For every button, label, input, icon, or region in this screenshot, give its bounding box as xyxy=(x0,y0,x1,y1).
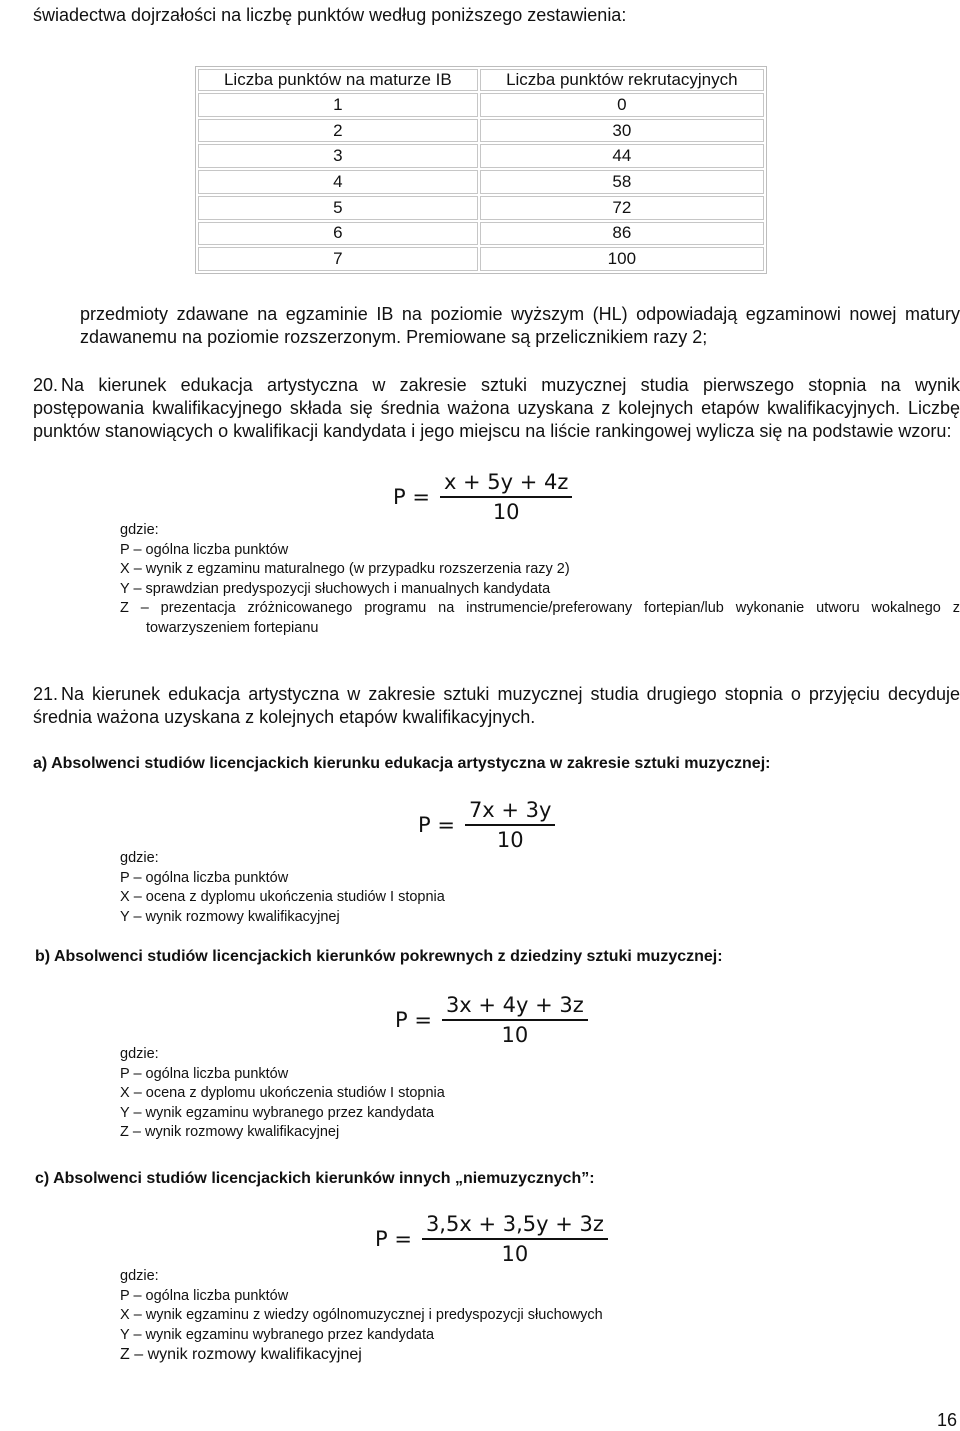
table-header-row xyxy=(198,69,764,91)
table-row xyxy=(198,119,764,143)
formula-fraction xyxy=(440,470,573,524)
legend-item: P – ogólna liczba punktów xyxy=(120,1065,289,1082)
formula-c xyxy=(375,1212,608,1266)
formula-fraction xyxy=(422,1212,608,1266)
table-cell: 86 xyxy=(480,222,764,246)
formula-numerator: 3x + 4y + 3z xyxy=(442,993,588,1021)
formula-denominator: 10 xyxy=(501,1242,529,1266)
formula-lhs: P = xyxy=(375,1227,412,1251)
hl-note: przedmioty zdawane na egzaminie IB na poziomie wyższym (HL) odpowiadają egzaminowi nowej matury zdawanemu na poziomie rozszerzonym. Premiowane są przelicznikiem razy 2; xyxy=(80,304,960,347)
formula-20 xyxy=(393,470,572,524)
table-cell: 0 xyxy=(480,93,764,117)
table-cell: 7 xyxy=(198,247,478,271)
item-20-text: Na kierunek edukacja artystyczna w zakresie sztuki muzycznej studia pierwszego stopnia na wynik postępowania kwalifikacyjnego składa się średnia ważona uzyskana z kolejnych etapów kwalifikacyjnych. Liczbę punktów stanowiących o kwalifikacji kandydata i jego miejscu na liście rankingowej wylicza się na podstawie wzoru: xyxy=(33,375,960,441)
item-21-text: Na kierunek edukacja artystyczna w zakresie sztuki muzycznej studia drugiego stopnia o przyjęciu decyduje średnia ważona uzyskana z kolejnych etapów kwalifikacyjnych. xyxy=(33,684,960,727)
formula-lhs: P = xyxy=(418,813,455,837)
table-cell: 3 xyxy=(198,144,478,168)
formula-denominator: 10 xyxy=(501,1023,529,1047)
table-row xyxy=(198,170,764,194)
legend-item: Y – wynik egzaminu wybranego przez kandydata xyxy=(120,1326,435,1343)
legend-item: Y – wynik egzaminu wybranego przez kandydata xyxy=(120,1104,435,1121)
legend-item: P – ogólna liczba punktów xyxy=(120,541,289,558)
item-21-number: 21. xyxy=(33,684,59,704)
section-a-heading: a) Absolwenci studiów licencjackich kierunku edukacja artystyczna w zakresie sztuki muzycznej: xyxy=(33,755,771,772)
table-cell: 4 xyxy=(198,170,478,194)
gdzie-label: gdzie: xyxy=(120,1268,159,1284)
formula-numerator: 3,5x + 3,5y + 3z xyxy=(422,1212,608,1240)
table-cell: 2 xyxy=(198,119,478,143)
gdzie-label: gdzie: xyxy=(120,1046,159,1062)
ib-points-table xyxy=(195,66,767,274)
intro-line: świadectwa dojrzałości na liczbę punktów według poniższego zestawienia: xyxy=(33,5,627,25)
formula-b xyxy=(395,993,588,1047)
table-header-ib: Liczba punktów na maturze IB xyxy=(198,69,478,91)
legend-item: P – ogólna liczba punktów xyxy=(120,1287,289,1304)
legend-item: Z – wynik rozmowy kwalifikacyjnej xyxy=(120,1346,362,1363)
table-cell: 58 xyxy=(480,170,764,194)
table-row xyxy=(198,222,764,246)
formula-fraction xyxy=(465,798,556,852)
table-header-recruitment: Liczba punktów rekrutacyjnych xyxy=(480,69,764,91)
formula-numerator: 7x + 3y xyxy=(465,798,556,826)
formula-a xyxy=(418,798,555,852)
formula-fraction xyxy=(442,993,588,1047)
legend-c xyxy=(120,1267,940,1365)
legend-item: Z – wynik rozmowy kwalifikacyjnej xyxy=(120,1124,340,1140)
table-row xyxy=(198,247,764,271)
legend-b xyxy=(120,1045,940,1143)
table-cell: 30 xyxy=(480,119,764,143)
table-cell: 6 xyxy=(198,222,478,246)
table-row xyxy=(198,144,764,168)
gdzie-label: gdzie: xyxy=(120,850,159,866)
formula-numerator: x + 5y + 4z xyxy=(440,470,573,498)
formula-denominator: 10 xyxy=(492,500,520,524)
formula-lhs: P = xyxy=(395,1008,432,1032)
formula-lhs: P = xyxy=(393,485,430,509)
legend-item: X – wynik z egzaminu maturalnego (w przypadku rozszerzenia razy 2) xyxy=(120,561,570,577)
legend-item: X – ocena z dyplomu ukończenia studiów I stopnia xyxy=(120,889,445,905)
table-cell: 5 xyxy=(198,196,478,220)
legend-item: Z – prezentacja zróżnicowanego programu na instrumencie/preferowany fortepian/lub wykonanie utworu wokalnego z towarzyszeniem fortepianu xyxy=(120,600,960,636)
table-cell: 72 xyxy=(480,196,764,220)
legend-item: Y – sprawdzian predyspozycji słuchowych i manualnych kandydata xyxy=(120,580,551,597)
table-cell: 44 xyxy=(480,144,764,168)
page-number: 16 xyxy=(937,1410,958,1430)
item-20-number: 20. xyxy=(33,375,59,395)
section-c-heading: c) Absolwenci studiów licencjackich kierunków innych „niemuzycznych”: xyxy=(35,1170,595,1187)
legend-item: Y – wynik rozmowy kwalifikacyjnej xyxy=(120,908,340,925)
table-cell: 100 xyxy=(480,247,764,271)
legend-item: X – wynik egzaminu z wiedzy ogólnomuzycznej i predyspozycji słuchowych xyxy=(120,1307,603,1323)
legend-a xyxy=(120,849,940,927)
section-b-heading: b) Absolwenci studiów licencjackich kierunków pokrewnych z dziedziny sztuki muzycznej: xyxy=(35,948,723,965)
table-row xyxy=(198,196,764,220)
legend-20 xyxy=(120,521,960,638)
formula-denominator: 10 xyxy=(496,828,524,852)
legend-item: X – ocena z dyplomu ukończenia studiów I stopnia xyxy=(120,1085,445,1101)
table-cell: 1 xyxy=(198,93,478,117)
legend-item: P – ogólna liczba punktów xyxy=(120,869,289,886)
table-row xyxy=(198,93,764,117)
gdzie-label: gdzie: xyxy=(120,522,159,538)
